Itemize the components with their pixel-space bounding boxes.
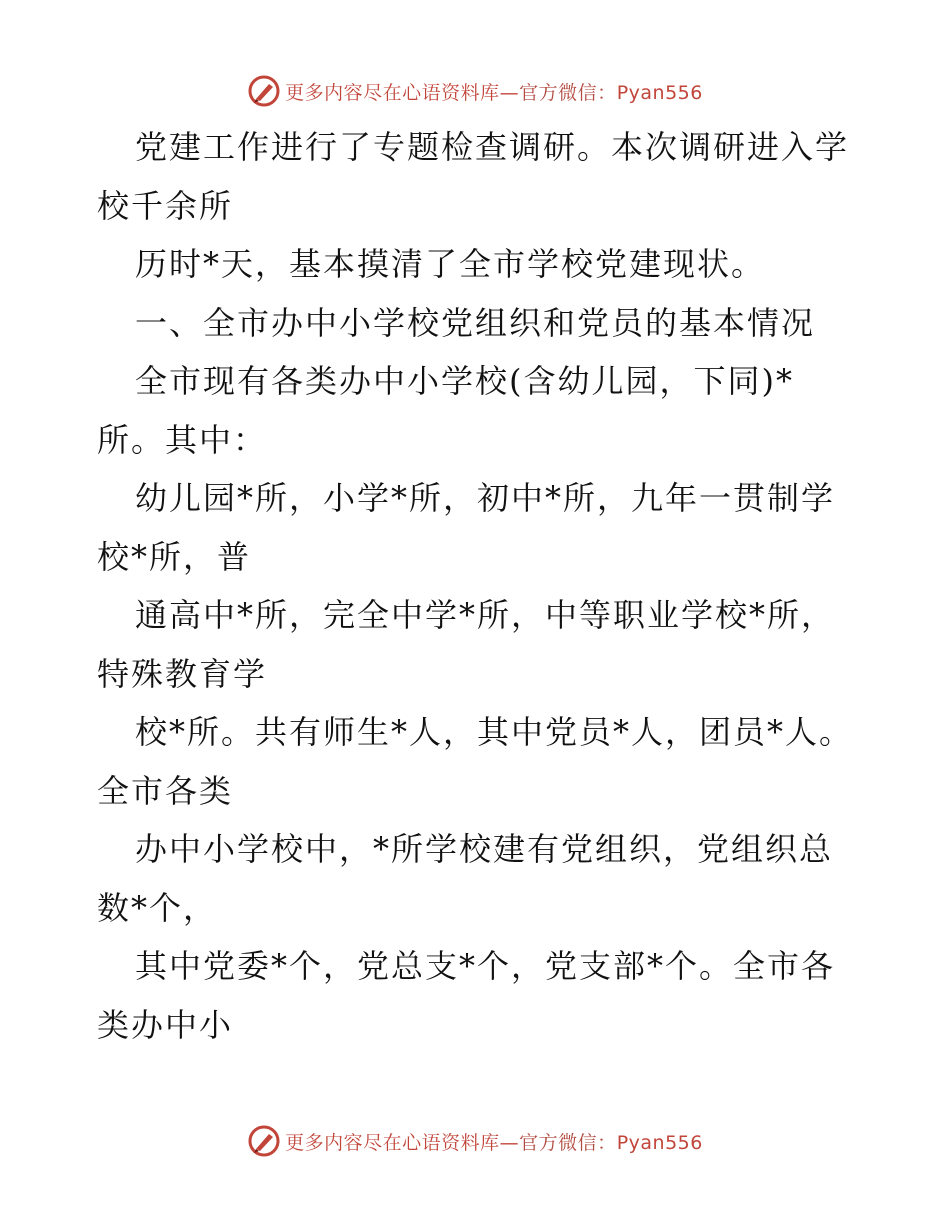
paragraph: 通高中*所，完全中学*所，中等职业学校*所，特殊教育学	[97, 596, 836, 693]
pen-logo-icon	[247, 1124, 281, 1158]
banner-text	[285, 78, 703, 105]
paragraph: 全市现有各类办中小学校(含幼儿园，下同)*所。其中：	[97, 362, 794, 459]
banner-wechat-id: Pyan556	[616, 1131, 703, 1154]
banner-wechat-label: 官方微信：	[519, 81, 617, 104]
banner-wechat-id: Pyan556	[616, 81, 703, 104]
header-banner	[0, 74, 950, 108]
paragraph: 幼儿园*所，小学*所，初中*所，九年一贯制学校*所，普	[97, 479, 836, 576]
paragraph: 其中党委*个，党总支*个，党支部*个。全市各类办中小	[97, 947, 836, 1044]
document-body	[97, 118, 857, 1054]
paragraph: 办中小学校中，*所学校建有党组织，党组织总数*个，	[97, 830, 834, 927]
banner-separator: —	[499, 81, 520, 104]
paragraph: 校*所。共有师生*人，其中党员*人，团员*人。全市各类	[97, 713, 854, 810]
banner-separator: —	[499, 1131, 520, 1154]
banner-text	[285, 1128, 703, 1155]
banner-brand: 更多内容尽在心语资料库	[285, 1131, 500, 1154]
section-heading: 一、全市办中小学校党组织和党员的基本情况	[135, 303, 816, 342]
banner-brand: 更多内容尽在心语资料库	[285, 81, 500, 104]
footer-banner	[0, 1124, 950, 1158]
paragraph: 党建工作进行了专题检查调研。本次调研进入学校千余所	[97, 128, 850, 225]
pen-logo-icon	[247, 74, 281, 108]
paragraph: 历时*天，基本摸清了全市学校党建现状。	[135, 245, 766, 283]
banner-wechat-label: 官方微信：	[519, 1131, 617, 1154]
